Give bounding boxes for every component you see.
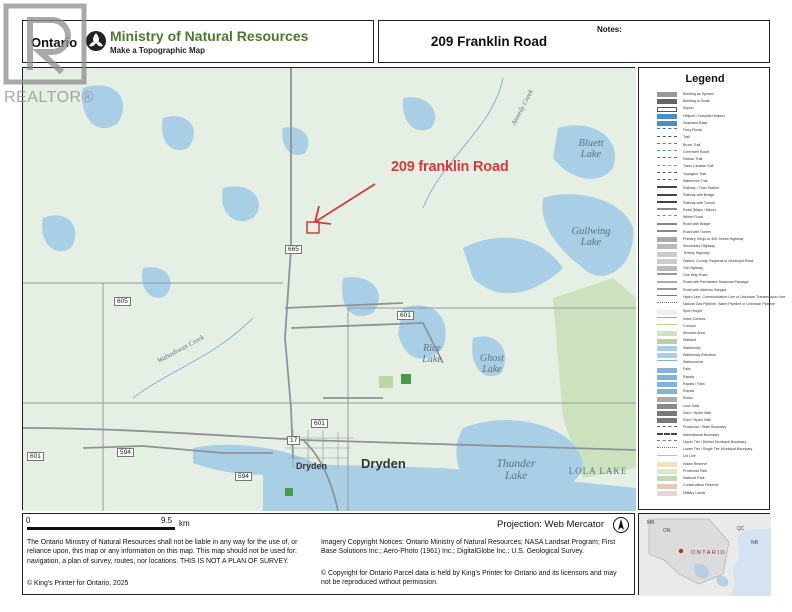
legend-symbol-icon [657,447,677,452]
legend-item [657,425,769,432]
header-title-box [22,20,374,63]
legend-symbol-icon [657,157,677,162]
route-shield: 665 [285,245,302,254]
legend-symbol-icon [657,295,677,300]
legend-item [657,417,769,424]
park-area-small [379,376,393,388]
legend-item-label: Contour [683,323,696,328]
legend-item [657,258,769,265]
projection-label: Projection: Web Mercator [497,519,605,530]
ontario-wordmark: Ontario [31,35,78,50]
property-location-dot [679,549,683,553]
legend-item-label: Trans Canada Trail [683,164,714,169]
legend-symbol-icon [657,259,677,264]
legend-item-label: Military Lands [683,490,706,495]
inset-ontario-label: ONTARIO [691,550,727,556]
legend-item-label: Waterbody [683,345,701,350]
legend-item [657,200,769,207]
legend-item [657,475,769,482]
scale-unit-label: km [179,519,190,528]
legend-item-label: Wooded Area [683,331,705,336]
legend-symbol-icon [657,382,677,387]
notes-label: Notes: [597,25,622,34]
route-shield: 594 [117,448,134,457]
legend-symbol-icon [657,121,677,126]
lake-label: Thunder Lake [496,458,536,483]
legend-item [657,236,769,243]
inset-region-label: NB [751,540,758,546]
legend-item-label: Conservation Reserve [683,483,719,488]
route-shield: 601 [311,419,328,428]
ministry-name: Ministry of Natural Resources [110,28,309,44]
legend-item [657,272,769,279]
scale-start-label: 0 [26,516,31,525]
legend-item [657,91,769,98]
legend-symbol-icon [657,237,677,242]
legend-symbol-icon [657,172,677,177]
legend-item-label: Falls [683,367,691,372]
legend-symbol-icon [657,266,677,271]
legend-item-label: Lot Line [683,454,696,459]
realtor-watermark-text: REALTOR® [4,89,94,106]
legend-item-label: International Boundary [683,432,720,437]
legend-item-label: Greenbelt Route [683,149,710,154]
legend-symbol-icon [657,244,677,249]
copyright-notice: © Copyright for Ontario Parcel data is held by King's Printer for Ontario and its licensors and may not be reproduced without permission. [321,570,617,587]
legend-symbol-icon [657,114,677,119]
legend-item-label: Road with Tunnel [683,229,711,234]
legend-item [657,388,769,395]
legend-item [657,127,769,134]
legend-item-label: Index Contour [683,316,706,321]
legend-symbol-icon [657,288,677,293]
legend-item-label: Railway with Tunnel [683,200,715,205]
legend-item [657,345,769,352]
legend-item-label: Road with Permanent Seasonal Passage [683,280,749,285]
legend-item [657,330,769,337]
legend-item-label: Spot Height [683,309,702,314]
imagery-notice: Imagery Copyright Notices: Ontario Ministry of Natural Resources; NASA Landsat Program; First Base Solutions Inc.; Aero-Photo (1961) Inc.; DigitalGlobe Inc.; U.S. Geological Survey. [321,539,616,556]
legend-item-label: Ferry Route [683,128,702,133]
town-label: Dryden [361,456,406,471]
north-arrow-icon [613,517,629,533]
kings-printer-notice: © King's Printer for Ontario, 2025 [27,580,129,587]
legend-symbol-icon [657,273,677,278]
legend-item [657,156,769,163]
legend-symbol-icon [657,194,677,199]
legend-symbol-icon [657,353,677,358]
legend-symbol-icon [657,215,677,220]
property-address: 209 Franklin Road [430,34,548,49]
legend-item-label: Railway / Train Station [683,186,719,191]
legend-item [657,287,769,294]
legend-symbol-icon [657,426,677,431]
legend-item-label: Rocks [683,396,693,401]
legend-item-label: Lock Gate [683,403,700,408]
legend-item-label: Natural Gas Pipeline, Water Pipeline or Unknown Pipeline [683,302,776,307]
legend-item-label: Primary, Kings or 400-Series Highway [683,236,744,241]
legend-symbol-icon [657,484,677,489]
legend-item-label: Lower Tier / Single Tier Municipal Boundary [683,447,753,452]
legend-item-label: Heliport / Hospital Heliport [683,113,725,118]
legend-item [657,149,769,156]
legend-item [657,381,769,388]
legend-item [657,106,769,113]
lake-label: Ghost Lake [480,353,504,375]
legend-symbol-icon [657,230,677,235]
legend-item [657,396,769,403]
lake-label: Rice Lake [422,343,442,365]
legend-item [657,135,769,142]
legend-symbol-icon [657,317,677,322]
legend-item-label: Provincial / State Boundary [683,425,727,430]
route-shield: 601 [27,452,44,461]
lake-label: Bluett Lake [578,138,604,161]
legend-symbol-icon [657,476,677,481]
inset-region-label: MB [647,520,655,526]
legend-item [657,309,769,316]
legend-item-label: Upper Tier / District Municipal Boundary [683,439,747,444]
legend-item [657,229,769,236]
legend-item [657,367,769,374]
route-shield: 594 [235,472,252,481]
legend-item-label: Road with Bridge [683,222,711,227]
legend-item [657,164,769,171]
legend-item-label: Trail [683,135,690,140]
trillium-logo-icon [85,30,107,52]
legend-item-label: Dam / Hydro Wall [683,418,712,423]
legend-item [657,113,769,120]
overview-inset-map[interactable] [638,513,770,595]
legend-symbol-icon [657,201,677,206]
legend-item [657,410,769,417]
legend-symbol-icon [657,92,677,97]
legend-item [657,243,769,250]
legend-item-label: Building as Symbol [683,91,714,96]
legend-symbol-icon [657,136,677,141]
legend-symbol-icon [657,469,677,474]
legend-symbol-icon [657,368,677,373]
route-shield: 605 [114,297,131,306]
scale-bar [27,527,175,530]
park-icon [401,374,411,384]
legend-symbol-icon [657,186,677,191]
legend-symbol-icon [657,252,677,257]
inset-region-label: QC [737,526,745,532]
legend-symbol-icon [657,404,677,409]
legend-item-label: Airport [683,106,694,111]
legend-list [657,91,786,497]
legend-item [657,468,769,475]
legend-item [657,374,769,381]
property-annotation: 209 franklin Road [391,159,509,175]
legend-item [657,403,769,410]
legend-item [657,280,769,287]
map-subtitle: Make a Topographic Map [110,46,205,55]
legend-symbol-icon [657,411,677,416]
legend-symbol-icon [657,339,677,344]
lake-label: Gullwing Lake [571,226,611,249]
legend-item-label: Tertiary Highway [683,251,710,256]
legend-item-label: Rapids / Falls [683,381,705,386]
legend-symbol-icon [657,389,677,394]
legend-symbol-icon [657,208,677,213]
legend-item-label: Railway with Bridge [683,193,715,198]
legend-item [657,214,769,221]
legend-symbol-icon [657,281,677,286]
legend-symbol-icon [657,418,677,423]
scale-end-label: 9.5 [161,516,173,525]
legend-item [657,483,769,490]
legend-item-label: Building to Scale [683,99,710,104]
legend-symbol-icon [657,360,677,365]
inset-region-label: ON [663,528,671,534]
legend-symbol-icon [657,433,677,438]
legend-item [657,461,769,468]
legend-item [657,265,769,272]
legend-item-label: National Park [683,476,705,481]
legend-item-label: Provincial Park [683,468,707,473]
legend-item [657,142,769,149]
legend-symbol-icon [657,310,677,315]
legend-item-label: Toll Highway [683,265,704,270]
legend-symbol-icon [657,455,677,460]
route-shield: 17 [287,436,300,445]
disclaimer-text: The Ontario Ministry of Natural Resources shall not be liable in any way for the use of, or reliance upon, this map or any information on this map. This map should not be used for: navigation, a plan of survey, routes, nor locations. THIS IS NOT A PLAN OF SURVEY. [27,539,298,565]
legend-item-label: Waterfront Trail [683,178,708,183]
legend-item [657,338,769,345]
legend-symbol-icon [657,324,677,329]
legend-item [657,446,769,453]
legend-item-label: Secondary Highway [683,244,715,249]
legend-item [657,439,769,446]
topographic-map[interactable] [22,67,635,510]
legend-symbol-icon [657,179,677,184]
header-address-box [378,20,770,63]
legend-item [657,359,769,366]
legend-item-label: Hydro Line, Communication Line or Unknown Transmission Line [683,294,786,299]
legend-symbol-icon [657,165,677,170]
legend-item-label: Waterbody Elevation [683,352,717,357]
legend-symbol-icon [657,143,677,148]
legend-item-label: Rideau Trail [683,157,703,162]
legend-item-label: Seaplane Base [683,120,708,125]
legend-item-label: One Way Road [683,273,708,278]
legend-item [657,316,769,323]
map-canvas [23,68,636,511]
legend-symbol-icon [657,375,677,380]
creek-label: Wabashwan Creek [155,333,206,365]
park-icon [285,488,293,496]
legend-item-label: District, County, Regional or Municipal Road [683,258,754,263]
legend-item [657,323,769,330]
legend-item [657,432,769,439]
legend-symbol-icon [657,128,677,133]
legend-item [657,352,769,359]
map-legend [638,67,786,510]
legend-item-label: Dam / Hydro Wall [683,410,712,415]
legend-symbol-icon [657,462,677,467]
legend-item [657,301,776,308]
legend-item-label: Bruce Trail [683,142,701,147]
legend-symbol-icon [657,223,677,228]
town-label-small: Dryden [296,461,328,471]
legend-item-label: Watercourse [683,360,704,365]
creek-label: Annedy Creek [509,88,536,127]
legend-item [657,171,769,178]
legend-title: Legend [685,73,725,85]
legend-item [657,294,786,301]
legend-item [657,490,769,497]
legend-item-label: Rapids [683,374,695,379]
legend-item-label: Wetland [683,338,697,343]
legend-symbol-icon [657,440,677,445]
legend-item [657,222,769,229]
legend-symbol-icon [657,397,677,402]
legend-item [657,193,769,200]
legend-symbol-icon [657,150,677,155]
legend-item-label: Indian Reserve [683,461,708,466]
legend-item [657,178,769,185]
legend-symbol-icon [657,331,677,336]
legend-item-label: Winter Road [683,215,703,220]
legend-symbol-icon [657,99,677,104]
legend-item-label: Road with Address Ranges [683,287,727,292]
legend-symbol-icon [657,491,677,496]
legend-item-label: Voyageur Trail [683,171,706,176]
legend-symbol-icon [657,107,677,112]
legend-symbol-icon [657,346,677,351]
legend-item-label: Rapids [683,389,695,394]
lake-label: LOLA LAKE [568,466,628,476]
legend-symbol-icon [657,302,677,307]
legend-item [657,251,769,258]
footer-info-box [22,513,635,595]
legend-item [657,120,769,127]
route-shield: 601 [397,311,414,320]
legend-item [657,185,769,192]
legend-item [657,207,769,214]
legend-item [657,98,769,105]
legend-item [657,454,769,461]
legend-item-label: Road (Major / Minor) [683,207,716,212]
